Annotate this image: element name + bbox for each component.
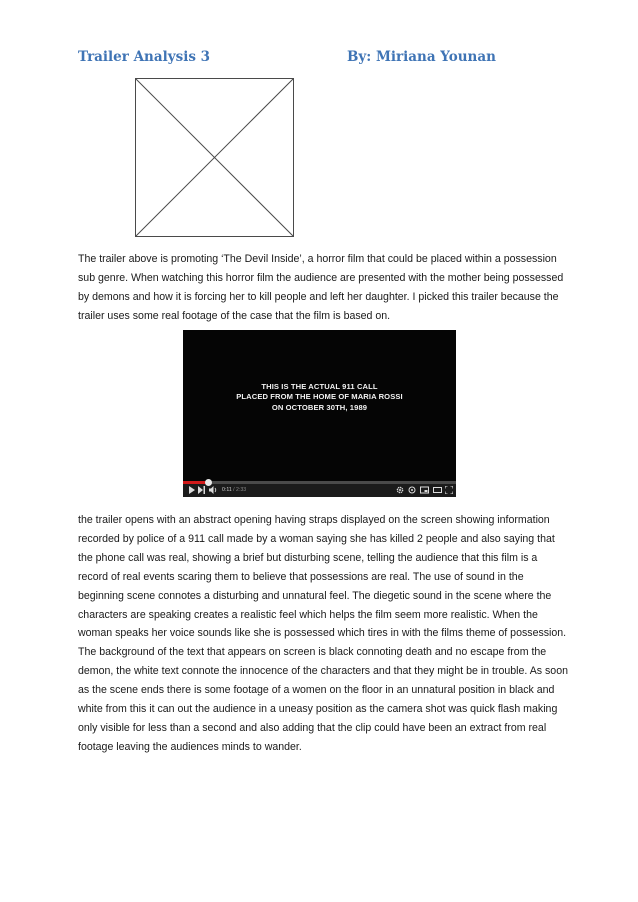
paragraph-intro: The trailer above is promoting ‘The Devil Inside’, a horror film that could be placed within a possession sub genre. When watching this horror film the audience are presented with the mother being possessed by demons and how it is forcing her to kill people and left her daughter. I picked this trailer because the trailer uses some real footage of the case that the film is based on.	[78, 253, 564, 322]
miniplayer-icon[interactable]	[420, 486, 429, 494]
fullscreen-icon[interactable]	[445, 486, 453, 494]
volume-icon[interactable]	[209, 486, 218, 494]
image-placeholder	[135, 78, 294, 237]
caption-line: PLACED FROM THE HOME OF MARIA ROSSI	[236, 392, 403, 402]
document-title: Trailer Analysis 3	[78, 49, 211, 65]
document-author: By: Miriana Younan	[347, 49, 496, 65]
progress-bar[interactable]	[183, 481, 456, 484]
skip-next-icon[interactable]	[198, 486, 206, 494]
player-controls	[183, 481, 456, 497]
video-caption	[183, 382, 456, 413]
progress-fill	[183, 481, 208, 484]
video-player[interactable]	[183, 330, 456, 497]
progress-handle[interactable]	[205, 479, 212, 486]
caption-line: ON OCTOBER 30TH, 1989	[271, 402, 368, 412]
time-readout	[222, 486, 246, 494]
duration: / 2:33	[233, 487, 247, 493]
hd-icon[interactable]	[408, 486, 416, 494]
theater-icon[interactable]	[433, 486, 442, 494]
play-icon[interactable]	[188, 486, 196, 494]
caption-line: THIS IS THE ACTUAL 911 CALL	[261, 382, 378, 391]
paragraph-analysis: the trailer opens with an abstract opening having straps displayed on the screen showing information recorded by police of a 911 call made by a woman saying she has killed 2 people and also saying that the phone call was real, showing a brief but disturbing scene, telling the audience that this film is a record of real events scaring them to believe that possessions are real. The use of sound in the beginning scene connotes a disturbing and unnatural feel. The diegetic sound in the scene where the characters are speaking creates a realistic feel which helps the film seem more realistic. When the woman speaks her voice sounds like she is possessed which tires in with the films theme of possession. The background of the text that appears on screen is black connoting death and no escape from the demon, the white text connote the innocence of the characters and that they might be in trouble. As soon as the scene ends there is some footage of a women on the floor in an unnatural position in black and white from this it can out the audience in a uneasy position as the camera shot was quick flash making only visible for less than a second and also adding that the clip could have been an extract from real footage leaving the audiences minds to wander.	[78, 514, 568, 753]
settings-icon[interactable]	[396, 486, 404, 494]
broken-image-icon	[136, 79, 293, 236]
current-time: 0:11	[222, 487, 232, 493]
